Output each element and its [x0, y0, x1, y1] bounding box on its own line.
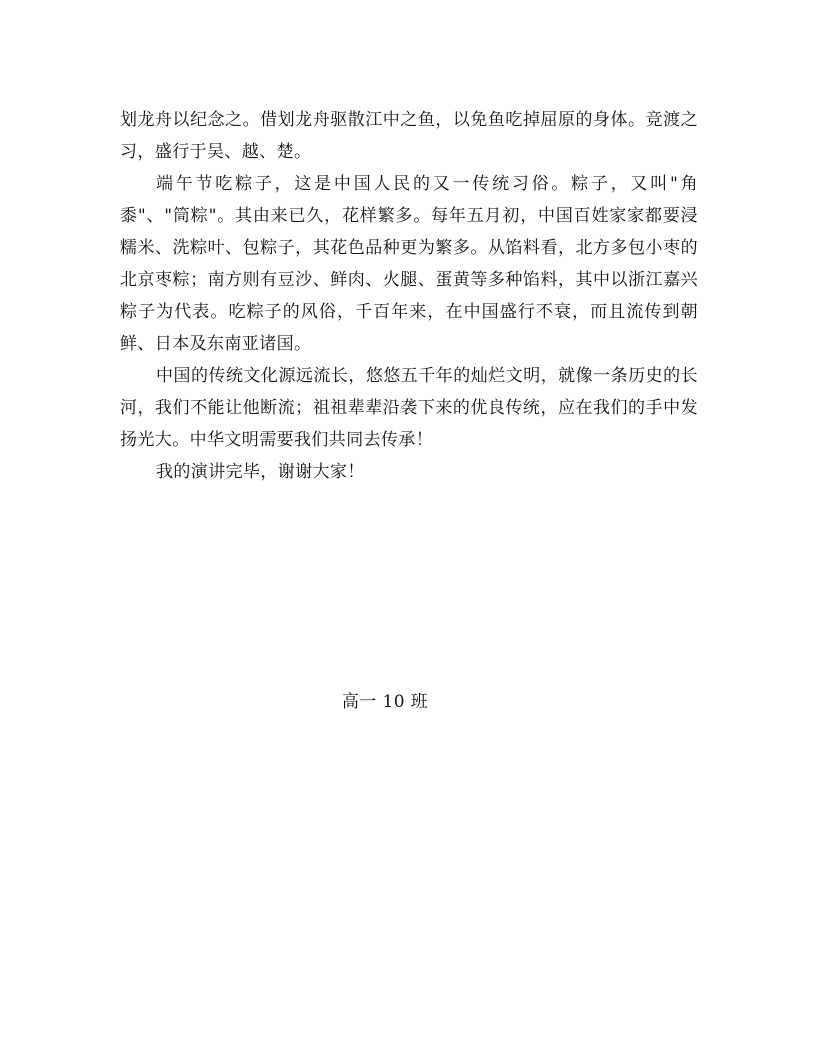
paragraph-zongzi-custom: 端午节吃粽子，这是中国人民的又一传统习俗。粽子，又叫"角黍"、"筒粽"。其由来已久，花样繁多。每年五月初，中国百姓家家都要浸糯米、洗粽叶、包粽子，其花色品种更为繁多。从馅料看，北方多包小枣的北京枣粽；南方则有豆沙、鲜肉、火腿、蛋黄等多种馅料，其中以浙江嘉兴粽子为代表。吃粽子的风俗，千百年来，在中国盛行不衰，而且流传到朝鲜、日本及东南亚诸国。 [120, 174, 698, 354]
paragraph-tradition-heritage: 中国的传统文化源远流长，悠悠五千年的灿烂文明，就像一条历史的长河，我们不能让他断流；祖祖辈辈沿袭下来的优良传统，应在我们的手中发扬光大。中华文明需要我们共同去传承！ [120, 366, 698, 450]
speech-body [120, 104, 698, 488]
class-signature: 高一 10 班 [341, 692, 429, 712]
paragraph-dragon-boat-continuation: 划龙舟以纪念之。借划龙舟驱散江中之鱼，以免鱼吃掉屈原的身体。竞渡之习，盛行于吴、越、楚。 [120, 110, 698, 162]
paragraph-closing-thanks: 我的演讲完毕，谢谢大家！ [156, 462, 365, 482]
